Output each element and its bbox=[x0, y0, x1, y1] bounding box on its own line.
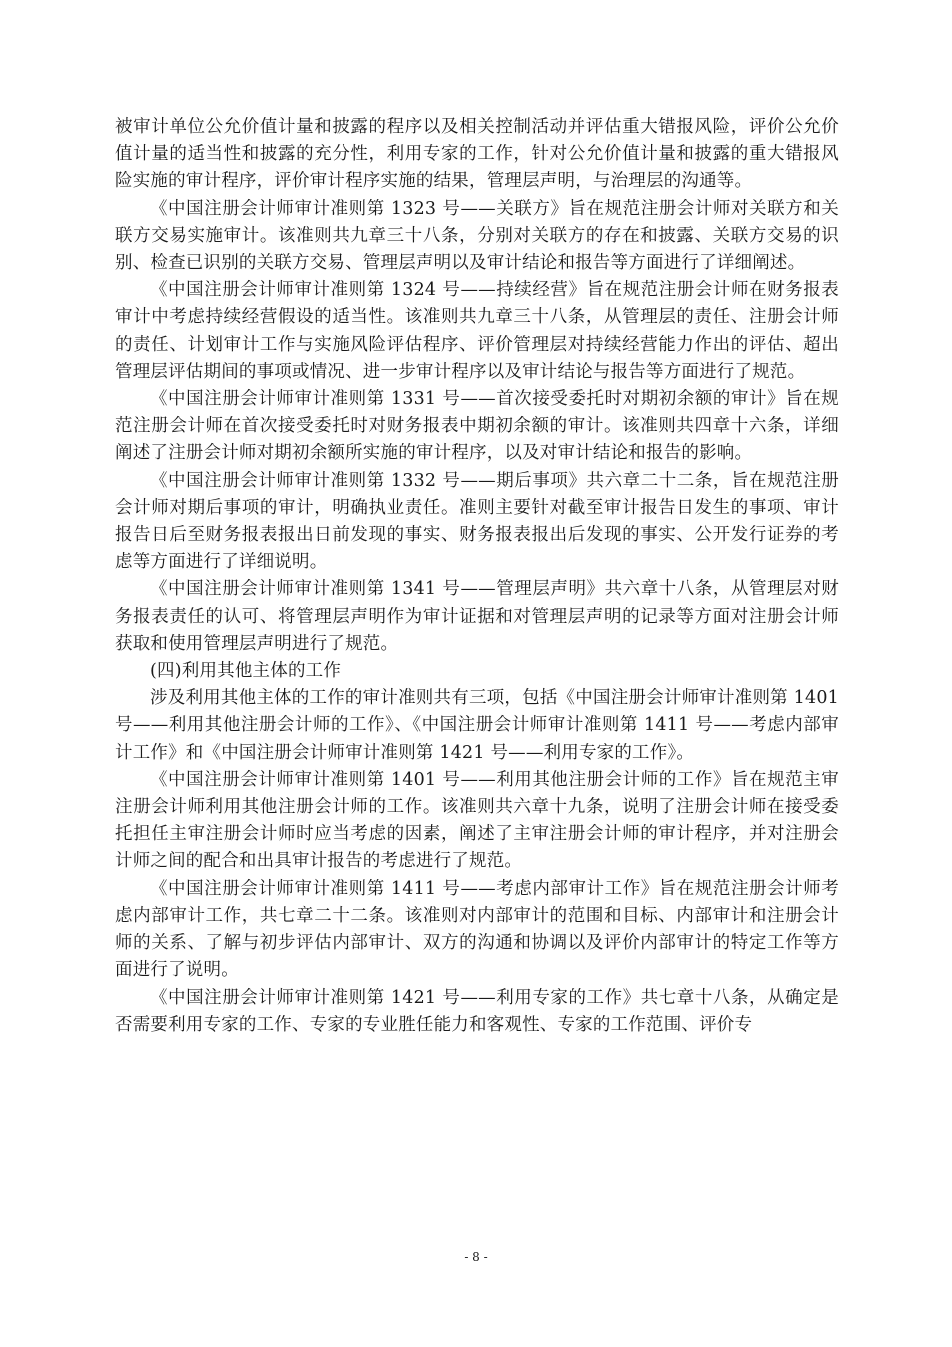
paragraph-1324: 《中国注册会计师审计准则第 1324 号——持续经营》旨在规范注册会计师在财务报表审计中考虑持续经营假设的适当性。该准则共九章三十八条，从管理层的责任、注册会计师的责任、计划审计工作与实施风险评估程序、评价管理层对持续经营能力作出的评估、超出管理层评估期间的事项或情况、进一步审计程序以及审计结论与报告等方面进行了规范。 bbox=[115, 280, 839, 382]
paragraph-1341: 《中国注册会计师审计准则第 1341 号——管理层声明》共六章十八条，从管理层对财务报表责任的认可、将管理层声明作为审计证据和对管理层声明的记录等方面对注册会计师获取和使用管理层声明进行了规范。 bbox=[115, 579, 839, 654]
paragraph-1401: 《中国注册会计师审计准则第 1401 号——利用其他注册会计师的工作》旨在规范主审注册会计师利用其他注册会计师的工作。该准则共六章十九条，说明了注册会计师在接受委托担任主审注册会计师时应当考虑的因素，阐述了主审注册会计师的审计程序，并对注册会计师之间的配合和出具审计报告的考虑进行了规范。 bbox=[115, 769, 839, 872]
paragraph-1411: 《中国注册会计师审计准则第 1411 号——考虑内部审计工作》旨在规范注册会计师考虑内部审计工作，共七章二十二条。该准则对内部审计的范围和目标、内部审计和注册会计师的关系、了解与初步评估内部审计、双方的沟通和协调以及评价内部审计的特定工作等方面进行了说明。 bbox=[115, 878, 839, 981]
paragraph-1331: 《中国注册会计师审计准则第 1331 号——首次接受委托时对期初余额的审计》旨在规范注册会计师在首次接受委托时对财务报表中期初余额的审计。该准则共四章十六条，详细阐述了注册会计师对期初余额所实施的审计程序，以及对审计结论和报告的影响。 bbox=[115, 389, 839, 464]
paragraph-1332: 《中国注册会计师审计准则第 1332 号——期后事项》共六章二十二条，旨在规范注册会计师对期后事项的审计，明确执业责任。准则主要针对截至审计报告日发生的事项、审计报告日后至财务报表报出日前发现的事实、财务报表报出后发现的事实、公开发行证券的考虑等方面进行了详细说明。 bbox=[115, 470, 839, 573]
section-heading: (四)利用其他主体的工作 bbox=[150, 661, 342, 682]
paragraph-continuation: 被审计单位公允价值计量和披露的程序以及相关控制活动并评估重大错报风险，评价公允价值计量的适当性和披露的充分性，利用专家的工作，针对公允价值计量和披露的重大错报风险实施的审计程序，评价审计程序实施的结果，管理层声明，与治理层的沟通等。 bbox=[115, 117, 839, 192]
paragraph-1323: 《中国注册会计师审计准则第 1323 号——关联方》旨在规范注册会计师对关联方和关联方交易实施审计。该准则共九章三十八条，分别对关联方的存在和披露、关联方交易的识别、检查已识别的关联方交易、管理层声明以及审计结论和报告等方面进行了详细阐述。 bbox=[115, 198, 839, 274]
page-number: - 8 - bbox=[464, 1250, 488, 1264]
paragraph-overview: 涉及利用其他主体的工作的审计准则共有三项，包括《中国注册会计师审计准则第 1401 号——利用其他注册会计师的工作》、《中国注册会计师审计准则第 1411 号——考虑内部审计工作》和《中国注册会计师审计准则第 1421 号——利用专家的工作》。 bbox=[115, 688, 839, 763]
paragraph-1421: 《中国注册会计师审计准则第 1421 号——利用专家的工作》共七章十八条，从确定是否需要利用专家的工作、专家的专业胜任能力和客观性、专家的工作范围、评价专 bbox=[115, 987, 839, 1035]
page-body bbox=[115, 114, 839, 1039]
